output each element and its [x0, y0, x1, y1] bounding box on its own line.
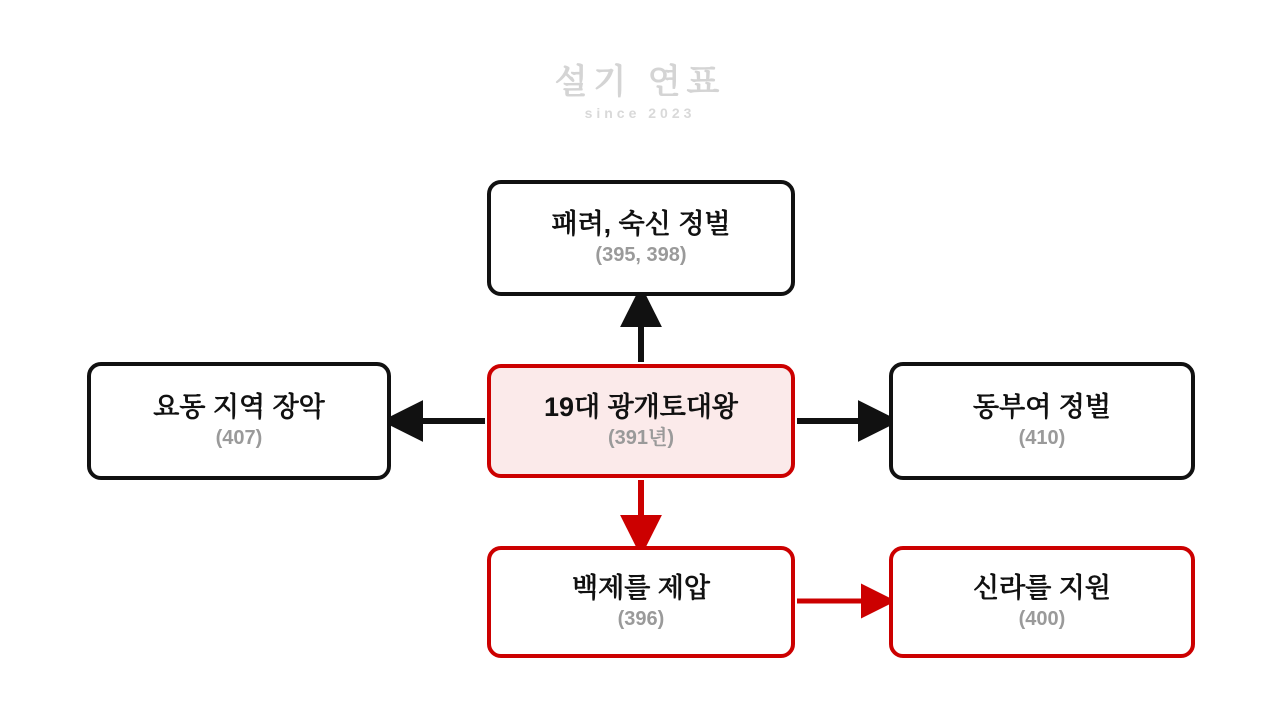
node-title: 패려, 숙신 정벌 — [551, 209, 731, 240]
watermark-subtitle: since 2023 — [584, 104, 696, 121]
node-year: (407) — [215, 426, 263, 449]
node-paeryeo-suksin-conquest[interactable] — [487, 180, 795, 296]
node-title: 신라를 지원 — [973, 573, 1111, 604]
node-center-king[interactable] — [487, 364, 795, 478]
node-title: 요동 지역 장악 — [153, 392, 325, 423]
node-baekje-suppression[interactable] — [487, 546, 795, 658]
node-liaodong-control[interactable] — [87, 362, 391, 480]
node-silla-support[interactable] — [889, 546, 1195, 658]
node-title: 동부여 정벌 — [973, 392, 1111, 423]
node-year: (396) — [617, 607, 665, 630]
node-year: (391년) — [607, 426, 674, 449]
node-title: 19대 광개토대왕 — [543, 392, 739, 423]
node-title: 백제를 제압 — [572, 573, 710, 604]
node-year: (395, 398) — [595, 243, 687, 266]
watermark — [0, 62, 1280, 121]
node-dongbuyeo-conquest[interactable] — [889, 362, 1195, 480]
node-year: (410) — [1018, 426, 1066, 449]
node-year: (400) — [1018, 607, 1066, 630]
watermark-title: 설기 연표 — [554, 63, 726, 101]
